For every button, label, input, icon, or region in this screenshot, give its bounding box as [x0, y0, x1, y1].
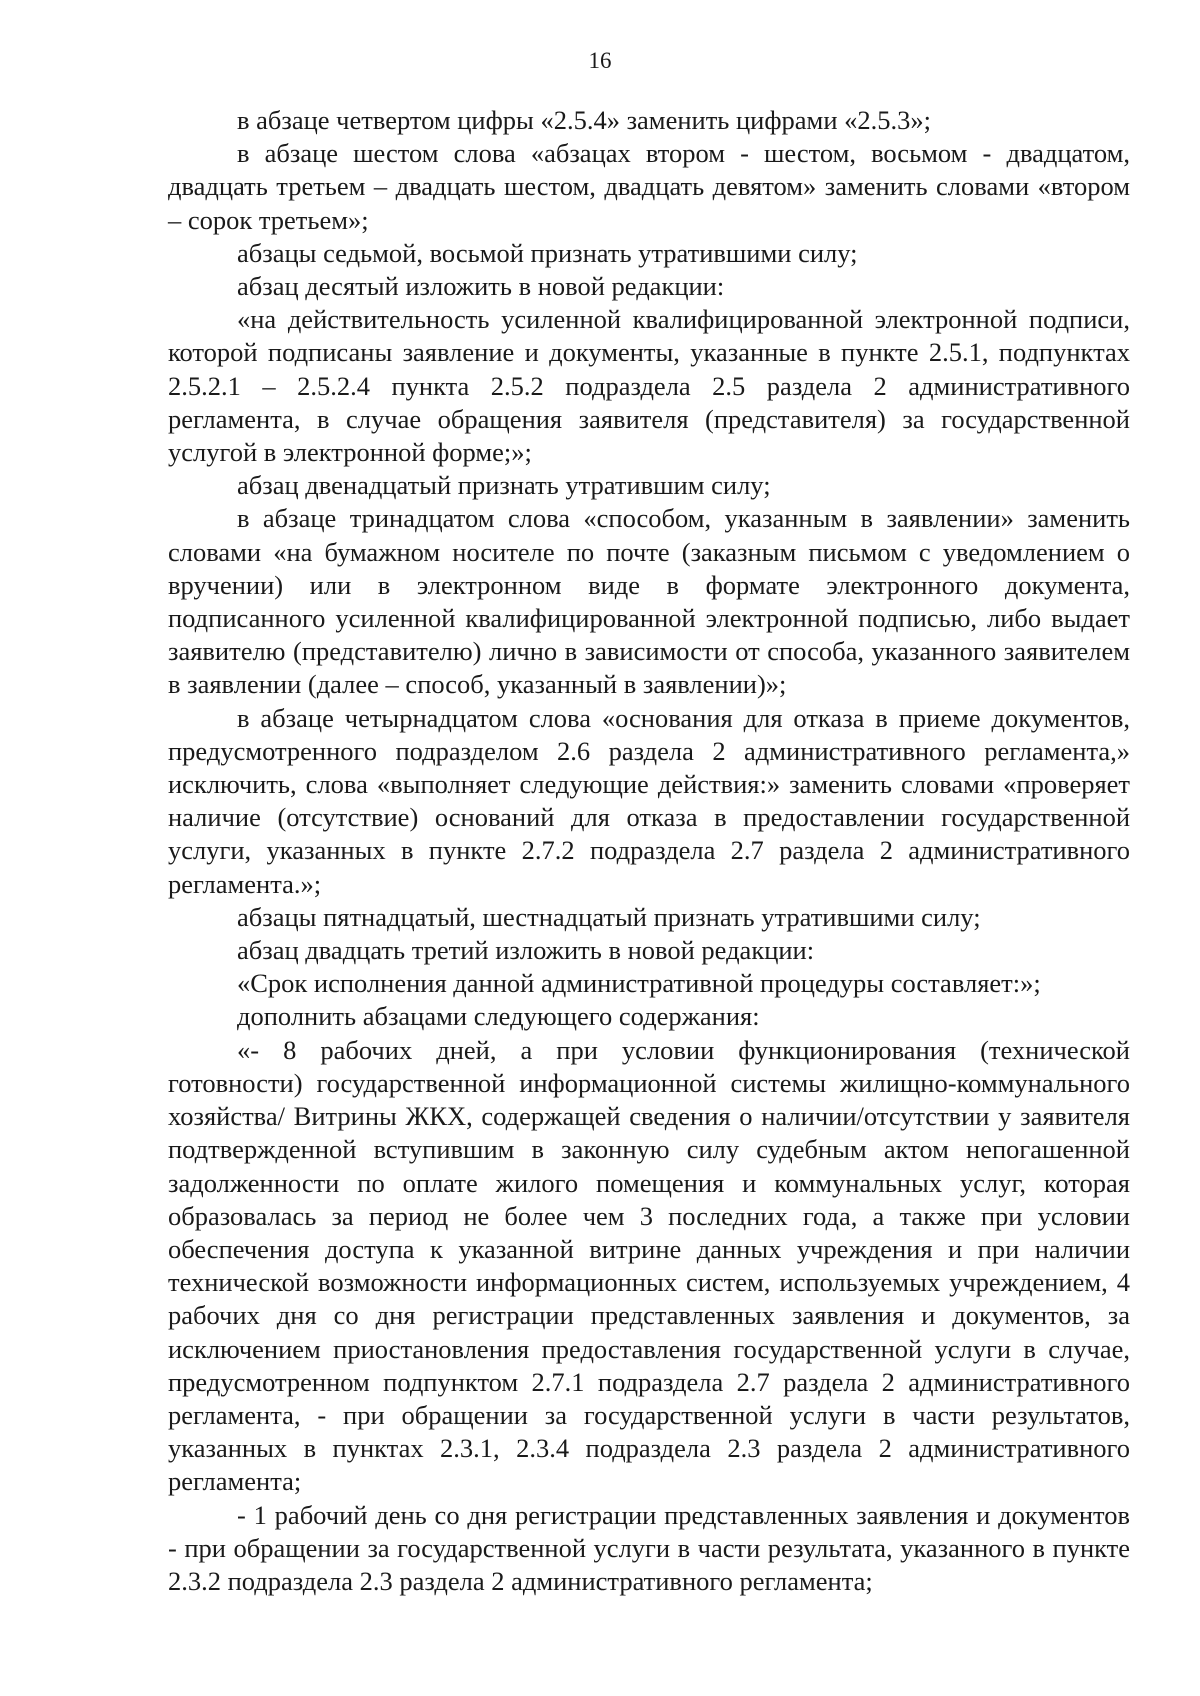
paragraph: в абзаце шестом слова «абзацах втором - шестом, восьмом - двадцатом, двадцать третьем – двадцать шестом, двадцать девятом» заменить словами «втором – сорок третьем»; — [168, 138, 1130, 235]
document-body — [168, 104, 1130, 1598]
paragraph: дополнить абзацами следующего содержания: — [237, 1001, 760, 1032]
paragraph: абзацы седьмой, восьмой признать утратившими силу; — [237, 237, 858, 268]
paragraph: абзац двенадцатый признать утратившим силу; — [237, 470, 771, 501]
paragraph: абзацы пятнадцатый, шестнадцатый признать утратившими силу; — [237, 901, 981, 932]
paragraph: в абзаце четырнадцатом слова «основания для отказа в приеме документов, предусмотренного подразделом 2.6 раздела 2 административного регламента,» исключить, слова «выполняет следующие действия:» заменить словами «проверяет наличие (отсутствие) оснований для отказа в предоставлении государственной услуги, указанных в пункте 2.7.2 подраздела 2.7 раздела 2 административного регламента.»; — [168, 702, 1130, 899]
quoted-paragraph: «- 8 рабочих дней, а при условии функционирования (технической готовности) государственной информационной системы жилищно-коммунального хозяйства/ Витрины ЖКХ, содержащей сведения о наличии/отсутствии у заявителя подтвержденной вступившим в законную силу судебным актом непогашенной задолженности по оплате жилого помещения и коммунальных услуг, которая образовалась за период не более чем 3 последних года, а также при условии обеспечения доступа к указанной витрине данных учреждения и при наличии технической возможности информационных систем, используемых учреждением, 4 рабочих дня со дня регистрации представленных заявления и документов, за исключением приостановления предоставления государственной услуги в случае, предусмотренном подпунктом 2.7.1 подраздела 2.7 раздела 2 административного регламента, - при обращении за государственной услуги в части результатов, указанных в пунктах 2.3.1, 2.3.4 подраздела 2.3 раздела 2 административного регламента; — [168, 1034, 1130, 1497]
paragraph: в абзаце тринадцатом слова «способом, указанным в заявлении» заменить словами «на бумажном носителе по почте (заказным письмом с уведомлением о вручении) или в электронном виде в формате электронного документа, подписанного усиленной квалифицированной электронной подписью, либо выдает заявителю (представителю) лично в зависимости от способа, указанного заявителем в заявлении (далее – способ, указанный в заявлении)»; — [168, 503, 1130, 700]
page-number: 16 — [588, 48, 612, 73]
paragraph: абзац десятый изложить в новой редакции: — [237, 271, 725, 302]
paragraph: абзац двадцать третий изложить в новой редакции: — [237, 935, 815, 966]
list-item-paragraph: - 1 рабочий день со дня регистрации представленных заявления и документов - при обращении за государственной услуги в части результата, указанного в пункте 2.3.2 подраздела 2.3 раздела 2 административного регламента; — [168, 1499, 1130, 1596]
paragraph: в абзаце четвертом цифры «2.5.4» заменить цифрами «2.5.3»; — [237, 105, 931, 135]
quoted-paragraph: «Срок исполнения данной административной процедуры составляет:»; — [237, 968, 1041, 999]
quoted-paragraph: «на действительность усиленной квалифицированной электронной подписи, которой подписаны заявление и документы, указанные в пункте 2.5.1, подпунктах 2.5.2.1 – 2.5.2.4 пункта 2.5.2 подраздела 2.5 раздела 2 административного регламента, в случае обращения заявителя (представителя) за государственной услугой в электронной форме;»; — [168, 304, 1130, 468]
